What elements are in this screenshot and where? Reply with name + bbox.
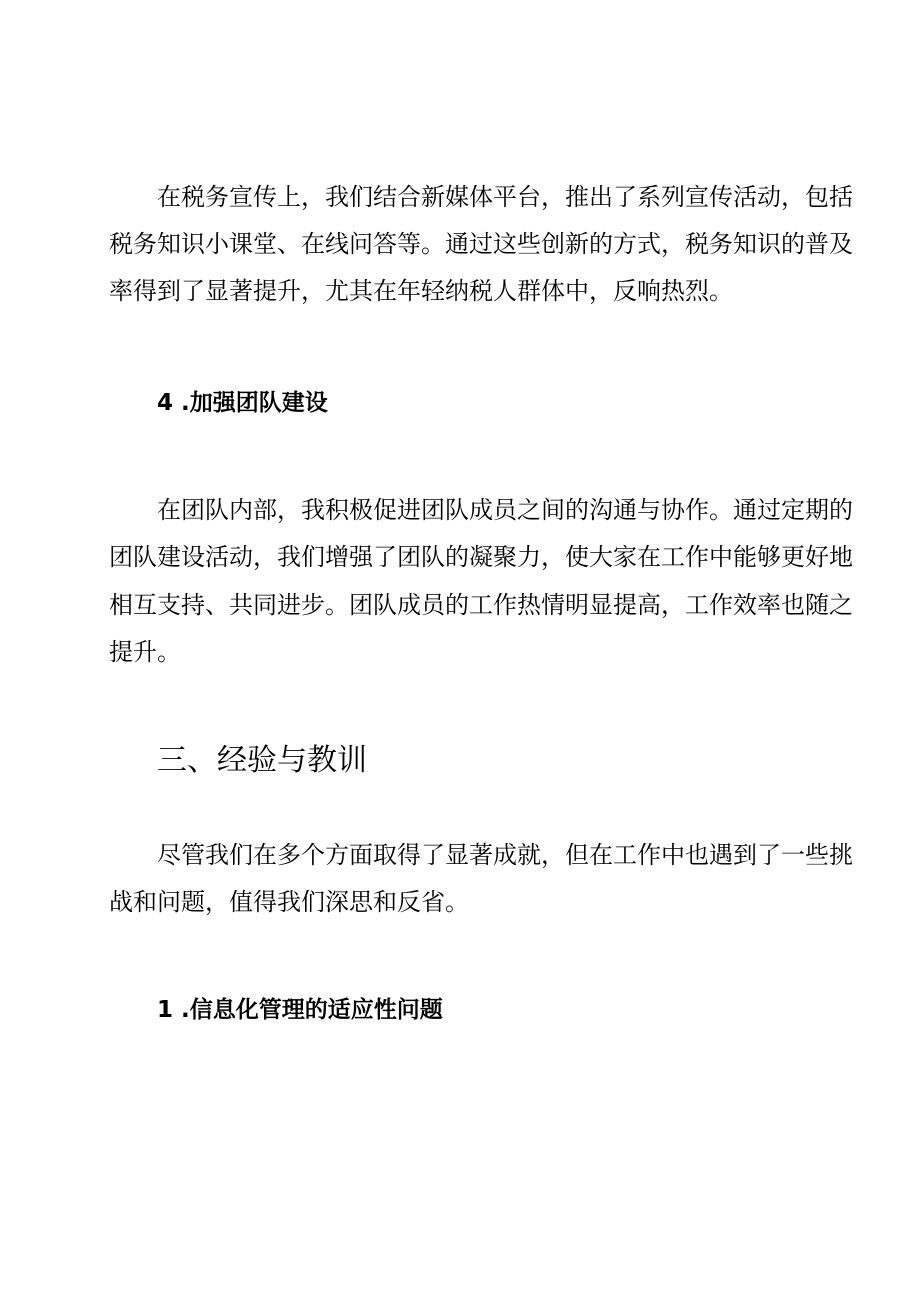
- paragraph-line: 尽管我们在多个方面取得了显著成就，但在工作中也遇到了一些挑: [157, 841, 853, 869]
- paragraph-line: 团队建设活动，我们增强了团队的凝聚力，使大家在工作中能够更好地: [109, 543, 853, 571]
- paragraph-line: 在税务宣传上，我们结合新媒体平台，推出了系列宣传活动，包括: [157, 183, 853, 211]
- paragraph-line: 税务知识小课堂、在线问答等。通过这些创新的方式，税务知识的普及: [109, 230, 853, 258]
- paragraph-line: 提升。: [109, 638, 181, 666]
- paragraph-line: 在团队内部，我积极促进团队成员之间的沟通与协作。通过定期的: [157, 496, 853, 524]
- paragraph-line: 率得到了显著提升，尤其在年轻纳税人群体中，反响热烈。: [109, 277, 733, 305]
- subheading-informatization-adaptability: 1 .信息化管理的适应性问题: [157, 997, 443, 1023]
- subheading-team-building: 4 .加强团队建设: [157, 390, 328, 416]
- section-title-lessons: 三、经验与教训: [157, 743, 367, 778]
- paragraph-line: 战和问题，值得我们深思和反省。: [109, 888, 469, 916]
- paragraph-line: 相互支持、共同进步。团队成员的工作热情明显提高，工作效率也随之: [109, 591, 853, 619]
